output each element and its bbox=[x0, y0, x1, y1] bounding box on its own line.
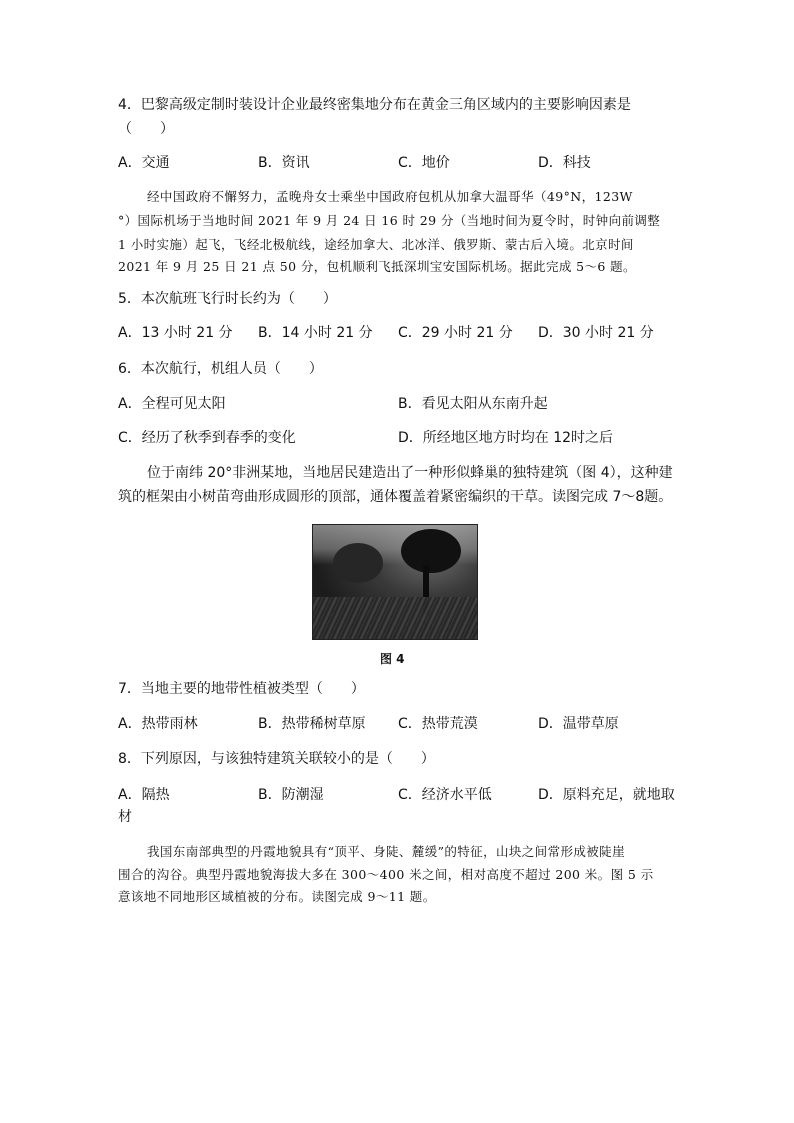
q7-option-c: C．热带荒漠 bbox=[398, 716, 478, 732]
q4-option-c: C．地价 bbox=[398, 155, 450, 171]
q6-option-c: C．经历了秋季到春季的变化 bbox=[118, 430, 296, 446]
q4-stem-line2: （ ） bbox=[118, 121, 174, 137]
photo-ground bbox=[313, 597, 477, 639]
passage3-line1: 我国东南部典型的丹霞地貌具有“顶平、身陡、麓缓”的特征，山块之间常形成被陡崖 bbox=[147, 844, 625, 859]
q6-option-d: D．所经地区地方时均在 12时之后 bbox=[398, 430, 614, 446]
q6-option-b: B．看见太阳从东南升起 bbox=[398, 396, 548, 412]
photo-tree-canopy bbox=[401, 529, 461, 573]
passage1-line3: 1 小时实施）起飞，飞经北极航线，途经加拿大、北冰洋、俄罗斯、蒙古后入境。北京时间 bbox=[118, 237, 634, 252]
passage1-line4: 2021 年 9 月 25 日 21 点 50 分，包机顺利飞抵深圳宝安国际机场。据此完成 5～6 题。 bbox=[118, 259, 636, 274]
figure-4-photo bbox=[312, 524, 478, 640]
passage2-line2: 筑的框架由小树苗弯曲形成圆形的顶部，通体覆盖着紧密编织的干草。读图完成 7～8题。 bbox=[118, 489, 673, 505]
passage2-line1: 位于南纬 20°非洲某地，当地居民建造出了一种形似蜂巢的独特建筑（图 4），这种建 bbox=[147, 465, 673, 481]
q8-option-d-wrap: 材 bbox=[118, 809, 132, 825]
q7-stem: 7．当地主要的地带性植被类型（ ） bbox=[118, 681, 365, 697]
passage3-line2: 围合的沟谷。典型丹霞地貌海拔大多在 300～400 米之间，相对高度不超过 200 米。图 5 示 bbox=[118, 867, 654, 882]
passage1-line1: 经中国政府不懈努力，孟晚舟女士乘坐中国政府包机从加拿大温哥华（49°N，123W bbox=[147, 189, 633, 204]
q7-option-b: B．热带稀树草原 bbox=[258, 716, 366, 732]
q5-option-b: B．14 小时 21 分 bbox=[258, 325, 373, 341]
q8-option-c: C．经济水平低 bbox=[398, 787, 492, 803]
q4-option-d: D．科技 bbox=[538, 155, 591, 171]
q6-stem: 6．本次航行，机组人员（ ） bbox=[118, 361, 323, 377]
q6-option-a: A．全程可见太阳 bbox=[118, 396, 226, 412]
passage1-line2: °）国际机场于当地时间 2021 年 9 月 24 日 16 时 29 分（当地时间为夏令时，时钟向前调整 bbox=[118, 213, 661, 228]
q8-stem: 8．下列原因，与该独特建筑关联较小的是（ ） bbox=[118, 751, 435, 767]
q5-option-c: C．29 小时 21 分 bbox=[398, 325, 513, 341]
photo-bush bbox=[333, 543, 383, 583]
q8-option-a: A．隔热 bbox=[118, 787, 170, 803]
q5-option-a: A．13 小时 21 分 bbox=[118, 325, 233, 341]
q8-option-d: D．原料充足，就地取 bbox=[538, 787, 675, 803]
q8-option-b: B．防潮湿 bbox=[258, 787, 324, 803]
q7-option-d: D．温带草原 bbox=[538, 716, 619, 732]
passage3-line3: 意该地不同地形区域植被的分布。读图完成 9～11 题。 bbox=[118, 889, 436, 904]
q5-option-d: D．30 小时 21 分 bbox=[538, 325, 654, 341]
q4-option-b: B．资讯 bbox=[258, 155, 310, 171]
q4-option-a: A．交通 bbox=[118, 155, 170, 171]
q7-option-a: A．热带雨林 bbox=[118, 716, 198, 732]
q5-stem: 5．本次航班飞行时长约为（ ） bbox=[118, 291, 337, 307]
figure-4-caption: 图 4 bbox=[380, 652, 405, 666]
q4-stem-line1: 4．巴黎高级定制时装设计企业最终密集地分布在黄金三角区域内的主要影响因素是 bbox=[118, 97, 631, 113]
